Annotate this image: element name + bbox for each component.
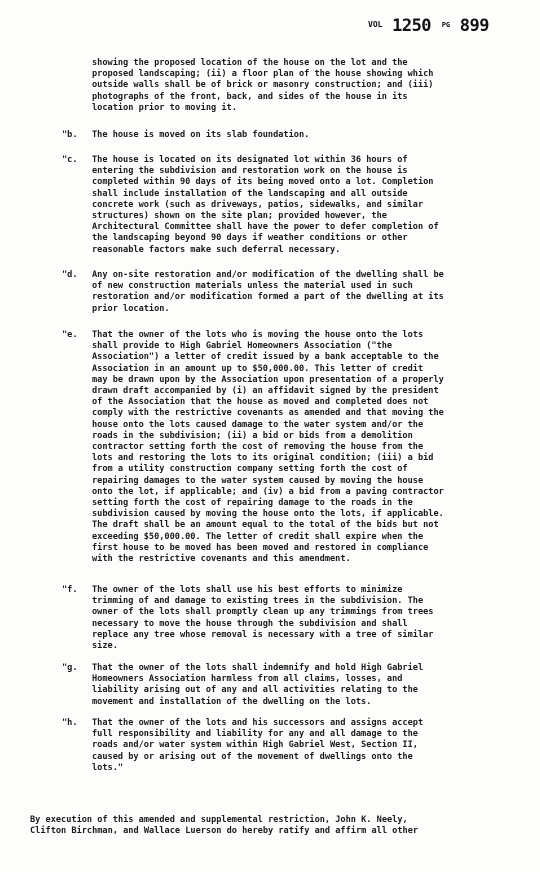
clause-text: That the owner of the lots who is moving the house onto the lots shall provide to High Gabriel Homeowners Association ("the Association") a letter of credit issued by a bank acceptable to the Association in an amount up to $50,000.00. This letter of credit may be drawn upon by the Association upon presentation of a properly drawn draft accompanied by (i) an affidavit signed by the president of the Association that the house as moved and completed does not comply with the restrictive covenants as amended and that moving the house onto the lots caused damage to the water system and/or the roads in the subdivision; (ii) a bid or bids from a demolition contractor setting forth the cost of removing the house from the lots and restoring the lots to its original condition; (iii) a bid from a utility construction company setting forth the cost of repairing damages to the water system caused by moving the house onto the lot, if applicable; and (iv) a bid from a paving contractor setting forth the cost of repairing damage to the roads in the subdivision caused by moving the house onto the lots, if applicable. The draft shall be an amount equal to the total of the bids but not exceeding $50,000.00. The letter of credit shall expire when the first house to be moved has been moved and restored in compliance with the restrictive covenants and this amendment. xyxy=(92,330,444,565)
clause-text: The owner of the lots shall use his best efforts to minimize trimming of and damage to existing trees in the subdivision. The owner of the lots shall promptly clean up any trimmings from trees necessary to move the house through the subdivision and shall replace any tree whose removal is necessary with a tree of similar size. xyxy=(92,585,434,652)
clause-text: Any on-site restoration and/or modification of the dwelling shall be of new construction materials unless the material used in such restoration and/or modification formed a part of the dwelling at its prior location. xyxy=(92,270,444,314)
clause-label: "e. xyxy=(62,330,78,340)
clause-label: "c. xyxy=(62,155,78,165)
closing-paragraph: By execution of this amended and supplemental restriction, John K. Neely, Clifton Birchman, and Wallace Luerson do hereby ratify and affirm all other xyxy=(30,815,419,837)
volume-page-stamp xyxy=(368,16,518,44)
clause-label: "g. xyxy=(62,663,78,673)
clause-text: That the owner of the lots and his successors and assigns accept full responsibility and liability for any and all damage to the roads and/or water system within High Gabriel West, Section II, caused by or arising out of the movement of dwellings onto the lots." xyxy=(92,718,424,773)
page-label: PG xyxy=(441,21,451,29)
volume-number: 1250 xyxy=(392,16,432,36)
clause-text: The house is moved on its slab foundation. xyxy=(92,130,310,140)
clause-label: "f. xyxy=(62,585,78,595)
clause-label: "h. xyxy=(62,718,78,728)
page-number: 899 xyxy=(459,16,489,36)
volume-label: VOL xyxy=(368,20,383,29)
clause-label: "b. xyxy=(62,130,78,140)
intro-paragraph: showing the proposed location of the house on the lot and the proposed landscaping; (ii) a floor plan of the house showing which outside walls shall be of brick or masonry construction; and (iii) photographs of the front, back, and sides of the house in its location prior to moving it. xyxy=(92,58,434,113)
clause-text: That the owner of the lots shall indemnify and hold High Gabriel Homeowners Association harmless from all claims, losses, and liability arising out of any and all activities relating to the movement and installation of the dwelling on the lots. xyxy=(92,663,424,707)
clause-text: The house is located on its designated lot within 36 hours of entering the subdivision and restoration work on the house is completed within 90 days of its being moved onto a lot. Completion shall include installation of the landscaping and all outside concrete work (such as driveways, patios, sidewalks, and similar structures) shown on the site plan; provided however, the Architectural Committee shall have the power to defer completion of the landscaping beyond 90 days if weather conditions or other reasonable factors make such deferral necessary. xyxy=(92,155,439,255)
clause-label: "d. xyxy=(62,270,78,280)
